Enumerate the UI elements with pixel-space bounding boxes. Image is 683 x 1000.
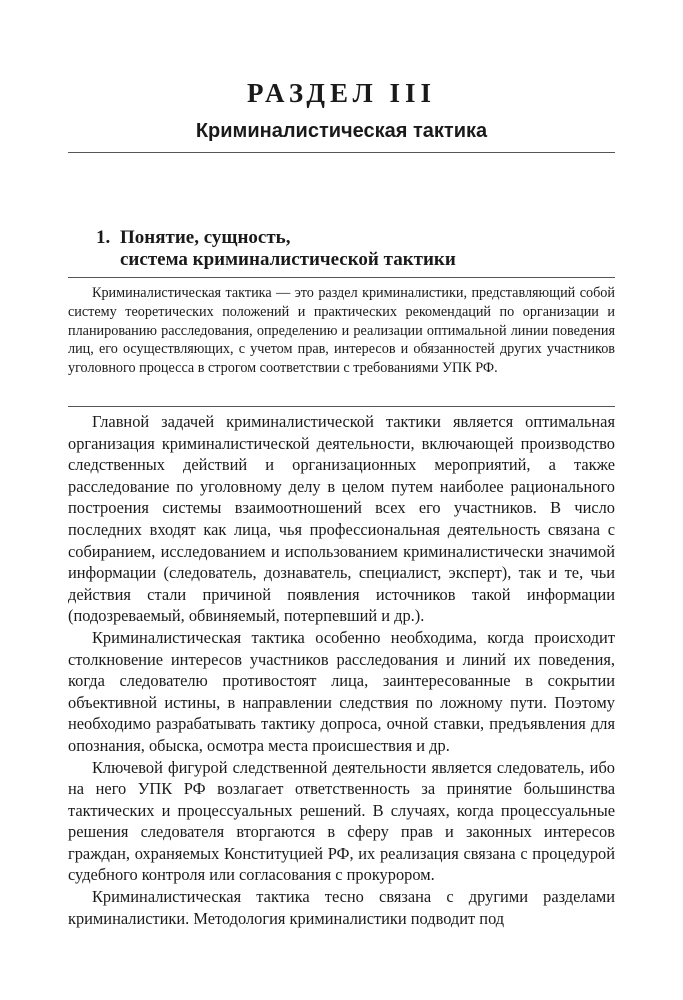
chapter-title-line2: система криминалистической тактики: [120, 249, 456, 270]
body-paragraph: Криминалистическая тактика особенно необходима, когда происходит столкновение интересов участников расследования и линий их поведения, когда следователю противостоят лица, заинтересованные в сокрытии объективной истины, в направлении следствия по ложному пути. Поэтому необходимо разрабатывать тактику допроса, очной ставки, предъявления для опознания, обыска, осмотра места происшествия и др.: [68, 627, 615, 755]
abstract-bottom-divider: [68, 406, 615, 407]
chapter-heading: [96, 227, 456, 271]
abstract-top-divider: [68, 277, 615, 278]
section-title: РАЗДЕЛ III: [246, 78, 437, 108]
body-paragraph: Ключевой фигурой следственной деятельности является следователь, ибо на него УПК РФ возлагает ответственность за принятие большинства тактических и процессуальных решений. В случаях, когда процессуальные решения следователя вторгаются в сферу прав и законных интересов граждан, охраняемых Конституцией РФ, их реализация связана с процедурой судебного контроля или согласования с прокурором.: [68, 757, 615, 885]
section-divider: [68, 152, 615, 153]
abstract-text: Криминалистическая тактика — это раздел криминалистики, представляющий собой систему теоретических положений и практических рекомендаций по организации и планированию расследования, определению и реализации оптимальной линии поведения лиц, его осуществляющих, с учетом прав, интересов и обязанностей других участников уголовного процесса в строгом соответствии с требованиями УПК РФ.: [68, 285, 615, 377]
chapter-number: 1.: [96, 227, 111, 248]
body-paragraph: Криминалистическая тактика тесно связана с другими разделами криминалистики. Методология криминалистики подводит под: [68, 887, 615, 928]
chapter-title-line1: Понятие, сущность,: [120, 227, 291, 248]
body-text: [68, 411, 615, 929]
section-subtitle: Криминалистическая тактика: [195, 120, 488, 142]
body-paragraph: Главной задачей криминалистической тактики является оптимальная организация криминалистической деятельности, включающей производство следственных действий и организационных мероприятий, а также расследование по уголовному делу в целом путем наиболее рационального построения системы взаимоотношений всех его участников. В число последних входят как лица, чья профессиональная деятельность связана с собиранием, исследованием и использованием криминалистически значимой информации (следователь, дознаватель, специалист, эксперт), так и те, чьи действия стали причиной появления источников такой информации (подозреваемый, обвиняемый, потерпевший и др.).: [68, 412, 615, 626]
chapter-heading-line1: [96, 227, 456, 249]
